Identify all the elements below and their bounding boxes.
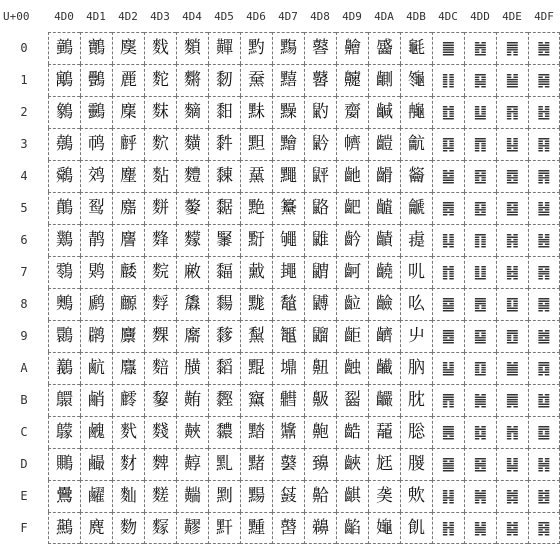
glyph-cell: 䶀 (304, 32, 336, 64)
glyph-cell: 䵮 (240, 480, 272, 512)
glyph-cell: 䶑 (336, 64, 368, 96)
glyph-cell: 䴷 (144, 256, 176, 288)
glyph-cell: 䴺 (144, 352, 176, 384)
glyph-cell: 䴢 (112, 96, 144, 128)
glyph-cell: 䵴 (272, 160, 304, 192)
glyph-cell: ䷢ (496, 96, 528, 128)
row-header: 8 (20, 297, 28, 311)
glyph-cell: 䴜 (80, 416, 112, 448)
glyph-cell: 䶃 (304, 128, 336, 160)
glyph-cell: 䶙 (336, 320, 368, 352)
glyph-cell: 䴾 (144, 480, 176, 512)
column-header: 4D1 (86, 9, 106, 23)
row-header: F (20, 521, 28, 535)
glyph-cell: 䶱 (400, 64, 432, 96)
glyph-cell: 䶯 (368, 512, 400, 544)
glyph-cell: 䶈 (304, 288, 336, 320)
glyph-cell: 䴍 (48, 448, 80, 480)
glyph-cell: 䵫 (240, 384, 272, 416)
glyph-cell: 䶪 (368, 352, 400, 384)
glyph-cell: 䴨 (112, 288, 144, 320)
glyph-cell: 䵀 (176, 32, 208, 64)
glyph-cell: 䶏 (304, 512, 336, 544)
glyph-cell: 䴐 (80, 32, 112, 64)
glyph-cell: 䶆 (304, 224, 336, 256)
glyph-cell: ䷒ (464, 96, 496, 128)
glyph-cell: 䴼 (144, 416, 176, 448)
glyph-cell: 䴝 (80, 448, 112, 480)
glyph-cell: 䶣 (368, 128, 400, 160)
glyph-cell: 䵧 (240, 256, 272, 288)
column-header: 4D2 (118, 9, 138, 23)
glyph-cell: 䴏 (48, 512, 80, 544)
glyph-cell: 䴅 (48, 192, 80, 224)
glyph-cell: 䶊 (304, 352, 336, 384)
row-header: E (20, 489, 28, 503)
row-header: C (20, 425, 28, 439)
glyph-cell: 䴋 (48, 384, 80, 416)
glyph-cell: 䶖 (336, 224, 368, 256)
glyph-cell: 䶡 (368, 64, 400, 96)
glyph-cell: ䷩ (496, 320, 528, 352)
column-header: 4DD (470, 9, 490, 23)
glyph-cell: ䷐ (464, 32, 496, 64)
glyph-cell: ䷆ (432, 224, 464, 256)
glyph-cell: 䵓 (208, 128, 240, 160)
corner-label: U+00 (3, 9, 30, 23)
glyph-cell: 䵋 (176, 384, 208, 416)
glyph-cell: 䴞 (80, 480, 112, 512)
glyph-cell: 䵟 (208, 512, 240, 544)
glyph-cell: 䴩 (112, 320, 144, 352)
glyph-cell: 䶩 (368, 320, 400, 352)
glyph-cell: 䶛 (336, 384, 368, 416)
glyph-cell: ䷳ (528, 128, 560, 160)
glyph-cell: 䶫 (368, 384, 400, 416)
glyph-cell: 䴄 (48, 160, 80, 192)
glyph-cell: 䴇 (48, 256, 80, 288)
glyph-cell: ䷾ (528, 480, 560, 512)
row-header: 6 (20, 233, 28, 247)
glyph-cell: ䷟ (464, 512, 496, 544)
glyph-cell: 䶐 (336, 32, 368, 64)
glyph-cell: 䵒 (208, 96, 240, 128)
glyph-cell: 䶜 (336, 416, 368, 448)
column-header: 4DC (438, 9, 458, 23)
glyph-cell: 䵑 (208, 64, 240, 96)
glyph-cell: 䴙 (80, 320, 112, 352)
column-header: 4D6 (246, 9, 266, 23)
glyph-cell: ䷱ (528, 64, 560, 96)
glyph-cell: 䵤 (240, 160, 272, 192)
column-header: 4D5 (214, 9, 234, 23)
glyph-cell: ䷝ (464, 448, 496, 480)
glyph-cell: 䵱 (272, 64, 304, 96)
glyph-cell: ䷊ (432, 352, 464, 384)
glyph-cell: ䷷ (528, 256, 560, 288)
glyph-cell: ䷣ (496, 128, 528, 160)
glyph-cell: ䷡ (496, 64, 528, 96)
glyph-cell: 䵌 (176, 416, 208, 448)
glyph-cell: 䵯 (240, 512, 272, 544)
glyph-cell: 䶎 (304, 480, 336, 512)
glyph-cell: 䶨 (368, 288, 400, 320)
glyph-cell: 䵊 (176, 352, 208, 384)
glyph-cell: 䵝 (208, 448, 240, 480)
glyph-cell: ䷁ (432, 64, 464, 96)
glyph-cell: 䶅 (304, 192, 336, 224)
glyph-cell: 䵅 (176, 192, 208, 224)
glyph-cell: ䷠ (496, 32, 528, 64)
glyph-cell: ䷄ (432, 160, 464, 192)
glyph-cell: ䷦ (496, 224, 528, 256)
glyph-cell: 䴶 (144, 224, 176, 256)
glyph-cell: ䷹ (528, 320, 560, 352)
glyph-cell: 䴆 (48, 224, 80, 256)
glyph-cell: 䶵 (400, 192, 432, 224)
glyph-cell: 䵩 (240, 320, 272, 352)
glyph-cell: 䴚 (80, 352, 112, 384)
glyph-cell: 䵛 (208, 384, 240, 416)
glyph-cell: 䶬 (368, 416, 400, 448)
glyph-cell: ䷈ (432, 288, 464, 320)
glyph-cell: ䷚ (464, 352, 496, 384)
row-header: 7 (20, 265, 28, 279)
glyph-cell: 䴯 (112, 512, 144, 544)
glyph-cell: 䶽 (400, 448, 432, 480)
glyph-cell: 䴱 (144, 64, 176, 96)
glyph-cell: ䷸ (528, 288, 560, 320)
glyph-cell: 䴴 (144, 160, 176, 192)
glyph-cell: 䶾 (400, 480, 432, 512)
glyph-cell: ䷑ (464, 64, 496, 96)
column-header: 4D0 (54, 9, 74, 23)
glyph-cell: 䶹 (400, 320, 432, 352)
glyph-cell: 䵼 (272, 416, 304, 448)
glyph-cell: 䶒 (336, 96, 368, 128)
glyph-cell: ䷏ (432, 512, 464, 544)
glyph-cell: ䷺ (528, 352, 560, 384)
glyph-cell: ䷻ (528, 384, 560, 416)
glyph-cell: 䶶 (400, 224, 432, 256)
glyph-cell: 䴿 (144, 512, 176, 544)
glyph-cell: 䴘 (80, 288, 112, 320)
glyph-cell: 䴊 (48, 352, 80, 384)
glyph-cell: 䴧 (112, 256, 144, 288)
glyph-cell: 䵬 (240, 416, 272, 448)
column-header: 4DA (374, 9, 394, 23)
column-header: 4D4 (182, 9, 202, 23)
glyph-cell: 䵦 (240, 224, 272, 256)
glyph-cell: ䷰ (528, 32, 560, 64)
glyph-cell: 䶋 (304, 384, 336, 416)
glyph-cell: 䵎 (176, 480, 208, 512)
glyph-cell: 䴑 (80, 64, 112, 96)
glyph-cell: 䵐 (208, 32, 240, 64)
glyph-cell: 䴹 (144, 320, 176, 352)
glyph-cell: 䶭 (368, 448, 400, 480)
glyph-cell: 䶂 (304, 96, 336, 128)
glyph-cell: ䷃ (432, 128, 464, 160)
glyph-cell: 䶧 (368, 256, 400, 288)
glyph-cell: ䷗ (464, 256, 496, 288)
glyph-cell: 䴌 (48, 416, 80, 448)
glyph-cell: 䵆 (176, 224, 208, 256)
glyph-cell: 䴖 (80, 224, 112, 256)
glyph-cell: 䶢 (368, 96, 400, 128)
glyph-cell: 䶲 (400, 96, 432, 128)
glyph-cell: ䷽ (528, 448, 560, 480)
glyph-cell: 䵰 (272, 32, 304, 64)
glyph-cell: ䷛ (464, 384, 496, 416)
glyph-cell: 䴡 (112, 64, 144, 96)
glyph-cell: 䶘 (336, 288, 368, 320)
column-header: 4D8 (310, 9, 330, 23)
glyph-cell: ䷼ (528, 416, 560, 448)
glyph-cell: 䵞 (208, 480, 240, 512)
glyph-cell: 䴁 (48, 64, 80, 96)
column-header: 4DF (534, 9, 554, 23)
glyph-cell: 䴽 (144, 448, 176, 480)
glyph-cell: ䷬ (496, 416, 528, 448)
glyph-cell: 䴗 (80, 256, 112, 288)
row-header: 5 (20, 201, 28, 215)
row-header: 2 (20, 105, 28, 119)
glyph-cell: 䴟 (80, 512, 112, 544)
glyph-cell: 䶴 (400, 160, 432, 192)
glyph-cell: 䶁 (304, 64, 336, 96)
glyph-cell: 䵭 (240, 448, 272, 480)
glyph-cell: ䷂ (432, 96, 464, 128)
glyph-cell: ䷶ (528, 224, 560, 256)
glyph-cell: 䶼 (400, 416, 432, 448)
glyph-cell: 䶍 (304, 448, 336, 480)
glyph-cell: ䷴ (528, 160, 560, 192)
glyph-cell: 䴮 (112, 480, 144, 512)
row-header: 3 (20, 137, 28, 151)
glyph-cell: ䷙ (464, 320, 496, 352)
glyph-cell: 䴰 (144, 32, 176, 64)
glyph-cell: 䴎 (48, 480, 80, 512)
glyph-cell: 䴀 (48, 32, 80, 64)
glyph-cell: ䷤ (496, 160, 528, 192)
glyph-cell: 䴵 (144, 192, 176, 224)
glyph-cell: 䶷 (400, 256, 432, 288)
glyph-cell: ䷨ (496, 288, 528, 320)
glyph-cell: 䵂 (176, 96, 208, 128)
row-header: D (20, 457, 28, 471)
glyph-cell: ䷌ (432, 416, 464, 448)
glyph-cell: 䵇 (176, 256, 208, 288)
glyph-cell: 䴕 (80, 192, 112, 224)
glyph-cell: 䵘 (208, 288, 240, 320)
glyph-cell: 䵲 (272, 96, 304, 128)
glyph-cell: 䵽 (272, 448, 304, 480)
glyph-cell: 䵸 (272, 288, 304, 320)
glyph-cell: 䶇 (304, 256, 336, 288)
glyph-cell: ䷿ (528, 512, 560, 544)
glyph-cell: ䷓ (464, 128, 496, 160)
column-header: 4DB (406, 9, 426, 23)
glyph-cell: ䷜ (464, 416, 496, 448)
row-header: 9 (20, 329, 28, 343)
glyph-cell: 䶦 (368, 224, 400, 256)
glyph-cell: ䷯ (496, 512, 528, 544)
glyph-cell: 䵳 (272, 128, 304, 160)
glyph-cell: 䴠 (112, 32, 144, 64)
glyph-cell: 䶰 (400, 32, 432, 64)
glyph-cell: ䷵ (528, 192, 560, 224)
glyph-cell: 䴂 (48, 96, 80, 128)
glyph-cell: ䷅ (432, 192, 464, 224)
glyph-cell: ䷎ (432, 480, 464, 512)
glyph-cell: 䴳 (144, 128, 176, 160)
glyph-cell: 䶥 (368, 192, 400, 224)
glyph-cell: 䵍 (176, 448, 208, 480)
glyph-cell: 䵃 (176, 128, 208, 160)
glyph-cell: ䷋ (432, 384, 464, 416)
glyph-cell: 䵪 (240, 352, 272, 384)
glyph-cell: 䶤 (368, 160, 400, 192)
glyph-cell: 䴲 (144, 96, 176, 128)
glyph-cell: ䷮ (496, 480, 528, 512)
glyph-cell: 䵗 (208, 256, 240, 288)
glyph-cell: 䶝 (336, 448, 368, 480)
glyph-cell: 䶓 (336, 128, 368, 160)
glyph-cell: 䵻 (272, 384, 304, 416)
row-header: 1 (20, 73, 28, 87)
glyph-cell: ䷲ (528, 96, 560, 128)
glyph-cell: 䶄 (304, 160, 336, 192)
glyph-cell: ䷫ (496, 384, 528, 416)
glyph-cell: 䴃 (48, 128, 80, 160)
glyph-cell: ䷔ (464, 160, 496, 192)
column-header: 4DE (502, 9, 522, 23)
glyph-cell: 䴛 (80, 384, 112, 416)
glyph-cell: 䵺 (272, 352, 304, 384)
glyph-cell: 䶳 (400, 128, 432, 160)
glyph-cell: 䶸 (400, 288, 432, 320)
glyph-cell: 䵕 (208, 192, 240, 224)
glyph-cell: 䵏 (176, 512, 208, 544)
glyph-cell: 䴔 (80, 160, 112, 192)
row-header: A (20, 361, 28, 375)
glyph-cell: 䵈 (176, 288, 208, 320)
glyph-cell: 䵡 (240, 64, 272, 96)
glyph-cell: 䵢 (240, 96, 272, 128)
row-header: 0 (20, 41, 28, 55)
glyph-cell: 䴈 (48, 288, 80, 320)
glyph-cell: ䷞ (464, 480, 496, 512)
glyph-cell: 䵚 (208, 352, 240, 384)
glyph-cell: 䵄 (176, 160, 208, 192)
glyph-cell: 䴓 (80, 128, 112, 160)
glyph-cell: ䷘ (464, 288, 496, 320)
glyph-cell: 䶮 (368, 480, 400, 512)
glyph-cell: 䶔 (336, 160, 368, 192)
glyph-cell: 䶗 (336, 256, 368, 288)
glyph-cell: ䷧ (496, 256, 528, 288)
glyph-cell: ䷍ (432, 448, 464, 480)
glyph-cell: 䴸 (144, 288, 176, 320)
glyph-cell: 䶚 (336, 352, 368, 384)
glyph-cell: ䷪ (496, 352, 528, 384)
glyph-cell: 䵵 (272, 192, 304, 224)
glyph-cell: 䵠 (240, 32, 272, 64)
glyph-cell: ䷭ (496, 448, 528, 480)
glyph-cell: 䴭 (112, 448, 144, 480)
glyph-cell: 䴣 (112, 128, 144, 160)
glyph-cell: 䶌 (304, 416, 336, 448)
glyph-cell: 䵿 (272, 512, 304, 544)
glyph-cell: 䵔 (208, 160, 240, 192)
row-header: B (20, 393, 28, 407)
glyph-cell: ䷇ (432, 256, 464, 288)
row-header: 4 (20, 169, 28, 183)
glyph-cell: 䴪 (112, 352, 144, 384)
glyph-cell: 䶞 (336, 480, 368, 512)
glyph-cell: 䵨 (240, 288, 272, 320)
glyph-cell: 䴒 (80, 96, 112, 128)
glyph-cell: ䷥ (496, 192, 528, 224)
glyph-cell: 䵹 (272, 320, 304, 352)
glyph-cell: ䷖ (464, 224, 496, 256)
glyph-cell: 䶟 (336, 512, 368, 544)
glyph-cell: 䵜 (208, 416, 240, 448)
glyph-cell: 䵾 (272, 480, 304, 512)
glyph-cell: 䵉 (176, 320, 208, 352)
glyph-cell: 䵙 (208, 320, 240, 352)
glyph-cell: 䴻 (144, 384, 176, 416)
glyph-cell: 䴉 (48, 320, 80, 352)
glyph-cell: ䷉ (432, 320, 464, 352)
glyph-cell: 䶺 (400, 352, 432, 384)
glyph-cell: ䷕ (464, 192, 496, 224)
glyph-cell: 䵣 (240, 128, 272, 160)
column-header: 4D9 (342, 9, 362, 23)
glyph-cell: 䶉 (304, 320, 336, 352)
glyph-cell: 䴫 (112, 384, 144, 416)
glyph-cell: 䶿 (400, 512, 432, 544)
glyph-cell: 䵁 (176, 64, 208, 96)
column-header: 4D7 (278, 9, 298, 23)
glyph-cell: 䶕 (336, 192, 368, 224)
glyph-cell: 䴦 (112, 224, 144, 256)
glyph-cell: 䵶 (272, 224, 304, 256)
glyph-cell: 䵥 (240, 192, 272, 224)
glyph-cell: 䴥 (112, 192, 144, 224)
glyph-cell: 䴬 (112, 416, 144, 448)
glyph-cell: ䷀ (432, 32, 464, 64)
glyph-cell: 䴤 (112, 160, 144, 192)
glyph-cell: 䶻 (400, 384, 432, 416)
glyph-cell: 䵷 (272, 256, 304, 288)
glyph-cell: 䶠 (368, 32, 400, 64)
glyph-cell: 䵖 (208, 224, 240, 256)
column-header: 4D3 (150, 9, 170, 23)
